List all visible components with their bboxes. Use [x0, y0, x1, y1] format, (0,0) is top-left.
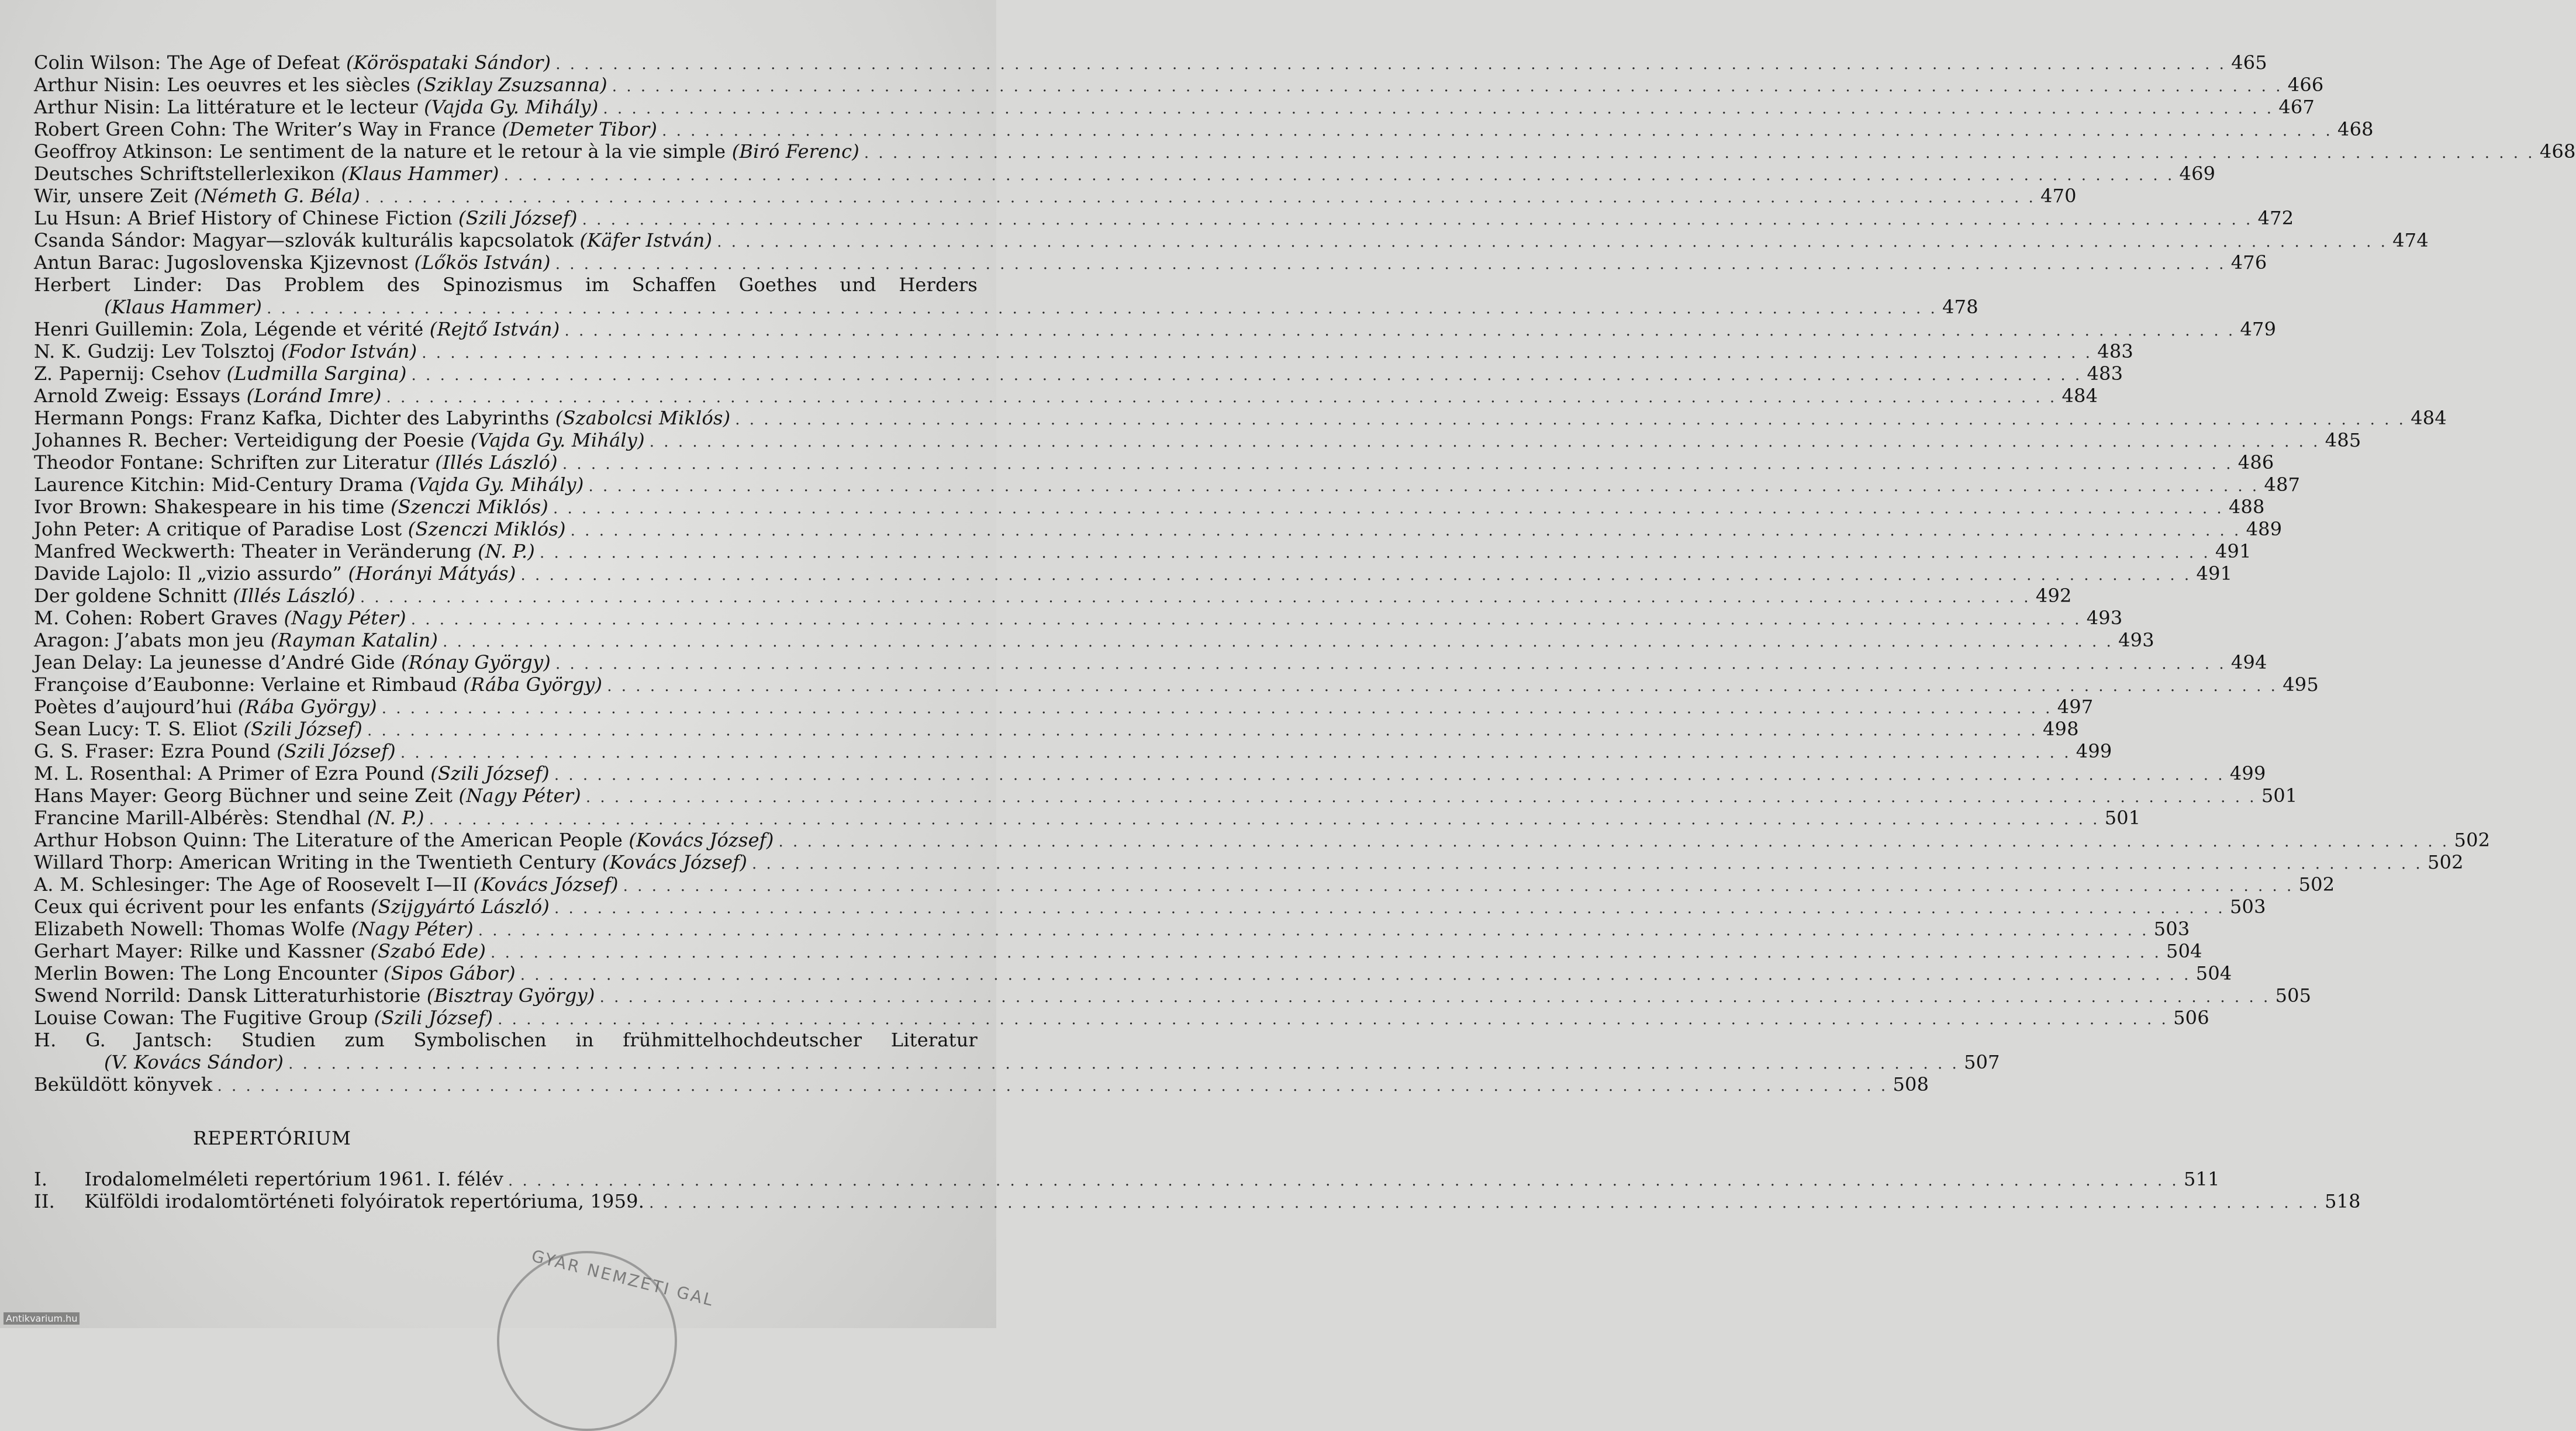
entry-text: [34, 1007, 493, 1029]
entry-title: Arnold Zweig: Essays: [34, 385, 247, 407]
leader-dots: [520, 964, 2191, 986]
entry-reviewer: (Nagy Péter): [284, 607, 406, 629]
entry-title: Jean Delay: La jeunesse d’André Gide: [34, 651, 402, 673]
leader-dots: [607, 675, 2278, 697]
entry-text: [34, 585, 355, 607]
entry-text: [34, 74, 607, 96]
leader-dots: [554, 897, 2225, 920]
entry-title: Lu Hsun: A Brief History of Chinese Fiction: [34, 207, 459, 229]
entry-title: Ivor Brown: Shakespeare in his time: [34, 496, 391, 518]
toc-entry: [34, 896, 2266, 918]
entry-title: Herbert Linder: Das Problem des Spinozismus im Schaffen Goethes und Herders: [34, 274, 978, 296]
entry-text: [34, 518, 566, 540]
leader-dots: [623, 875, 2294, 897]
leader-dots: [600, 986, 2271, 1008]
leader-dots: [443, 631, 2114, 653]
toc-entry: [34, 696, 2094, 718]
repertorium-item: [34, 1190, 2361, 1212]
leader-dots: [521, 564, 2192, 586]
entry-reviewer: (Szili József): [458, 207, 578, 229]
toc-entry: [34, 940, 2202, 962]
leader-dots: [779, 831, 2450, 853]
entry-title: Gerhart Mayer: Rilke und Kassner: [34, 940, 371, 962]
leader-dots: [571, 520, 2242, 542]
leader-dots: [491, 942, 2161, 964]
entry-reviewer: (Sziklay Zsuzsanna): [416, 74, 607, 96]
entry-title: Der goldene Schnitt: [34, 585, 233, 607]
entry-page-number: 468: [2539, 140, 2576, 163]
toc-entry: [34, 851, 2464, 873]
toc-entry: [34, 673, 2319, 696]
entry-page-number: 504: [2166, 940, 2202, 962]
entry-page-number: 484: [2411, 407, 2447, 429]
leader-dots: [555, 53, 2226, 75]
toc-entry: [34, 185, 2077, 207]
entry-page-number: 487: [2264, 473, 2301, 496]
entry-text: [34, 451, 558, 473]
entry-text: [34, 740, 396, 762]
entry-text: [34, 718, 362, 740]
entry-page-number: 472: [2257, 207, 2294, 229]
repertorium-list: [34, 1168, 2361, 1212]
entry-text: [34, 229, 712, 251]
toc-entry: [34, 629, 2154, 651]
leader-dots: [555, 653, 2226, 675]
leader-dots: [365, 186, 2036, 209]
entry-title: Theodor Fontane: Schriften zur Literatur: [34, 451, 436, 473]
leader-dots: [582, 209, 2253, 231]
leader-dots: [662, 120, 2333, 142]
entry-page-number: 466: [2287, 74, 2324, 96]
entry-page-number: 499: [2229, 762, 2266, 784]
toc-entry: [34, 51, 2267, 74]
entry-title: Arthur Nisin: Les oeuvres et les siècles: [34, 74, 417, 96]
entry-reviewer: (Kovács József): [602, 851, 748, 873]
entry-page-number: 491: [2215, 540, 2252, 562]
entry-title: Willard Thorp: American Writing in the Twentieth Century: [34, 851, 602, 873]
toc-entry: [34, 496, 2265, 518]
entry-page-number: 491: [2196, 562, 2233, 585]
toc-entry: [34, 607, 2123, 629]
toc-entry: [34, 740, 2112, 762]
entry-text: [34, 851, 747, 873]
entry-text: [34, 651, 551, 673]
leader-dots: [752, 853, 2423, 875]
entry-page-number: 468: [2337, 118, 2374, 140]
leader-dots: [603, 98, 2274, 120]
entry-page-number: 469: [2179, 163, 2216, 185]
entry-reviewer: (Vajda Gy. Mihály): [409, 473, 584, 496]
entry-page-number: 504: [2195, 962, 2232, 984]
toc-entry: [34, 251, 2267, 274]
entry-text: [34, 807, 424, 829]
entry-text: [34, 407, 730, 429]
entry-text: [34, 540, 535, 562]
leader-dots: [540, 542, 2211, 564]
toc-entry: [34, 651, 2267, 673]
entry-reviewer: (Bisztray György): [426, 984, 595, 1007]
entry-reviewer: (Klaus Hammer): [341, 163, 499, 185]
toc-entry: [34, 362, 2123, 385]
toc-entry: [34, 562, 2233, 585]
toc-entry: [34, 807, 2141, 829]
entry-reviewer: (Sipos Gábor): [384, 962, 516, 984]
entry-reviewer: (Köröspataki Sándor): [346, 51, 551, 74]
entry-text: [34, 207, 578, 229]
leader-dots: [382, 697, 2053, 720]
leader-dots: [504, 164, 2175, 186]
entry-title: Ceux qui écrivent pour les enfants: [34, 896, 371, 918]
entry-text: [34, 829, 774, 851]
entries-block-1: [34, 51, 2576, 274]
toc-entry: [34, 829, 2491, 851]
item-page-number: 518: [2325, 1190, 2361, 1212]
leader-dots: [360, 586, 2031, 609]
entry-page-number: 502: [2427, 851, 2464, 873]
entry-reviewer: (Szabolcsi Miklós): [555, 407, 731, 429]
entry-reviewer: (Rayman Katalin): [270, 629, 438, 651]
entry-page-number: 501: [2261, 784, 2298, 807]
entry-title: M. Cohen: Robert Graves: [34, 607, 284, 629]
toc-entry: [34, 229, 2429, 251]
entry-text: [34, 340, 417, 362]
entry-title: Davide Lajolo: Il „vizio assurdo”: [34, 562, 348, 585]
entry-text: [34, 51, 551, 74]
entry-reviewer: (Käfer István): [579, 229, 713, 251]
entry-page-number: 467: [2278, 96, 2315, 118]
leader-dots: [478, 920, 2149, 942]
toc-entry: [34, 1007, 2209, 1029]
entry-reviewer: (Kovács József): [629, 829, 774, 851]
toc-entry: [34, 207, 2294, 229]
entry-reviewer: (Horányi Mátyás): [348, 562, 516, 585]
entry-page-number: 470: [2040, 185, 2077, 207]
entry-title: Z. Papernij: Csehov: [34, 362, 227, 385]
toc-entry-jantsch-line1: [34, 1029, 978, 1051]
toc-entry: [34, 585, 2072, 607]
toc-entry-jantsch-line2: [34, 1051, 2000, 1073]
leader-dots: [400, 742, 2071, 764]
entry-title: Johannes R. Becher: Verteidigung der Poesie: [34, 429, 471, 451]
entry-reviewer: (Szili József): [243, 718, 362, 740]
section-title-repertorium: REPERTÓRIUM: [193, 1127, 351, 1149]
item-number: II.: [34, 1190, 56, 1212]
toc-entry-bekuldott: [34, 1073, 1929, 1095]
entry-reviewer: (Vajda Gy. Mihály): [424, 96, 599, 118]
entry-text: [34, 873, 619, 896]
entry-page-number: 485: [2325, 429, 2361, 451]
toc-entry: [34, 74, 2324, 96]
entry-text: [34, 429, 645, 451]
entry-page-number: 502: [2454, 829, 2491, 851]
toc-entry: [34, 451, 2274, 473]
leader-dots: [498, 1008, 2168, 1031]
entry-title: Aragon: J’abats mon jeu: [34, 629, 271, 651]
entry-text: [34, 96, 598, 118]
entry-text: [34, 896, 550, 918]
entry-title: Sean Lucy: T. S. Eliot: [34, 718, 244, 740]
leader-dots: [586, 786, 2257, 808]
entry-page-number: 483: [2087, 362, 2123, 385]
entry-title: Arthur Hobson Quinn: The Literature of the American People: [34, 829, 629, 851]
item-number: I.: [34, 1168, 48, 1190]
entry-text: [34, 962, 516, 984]
entry-reviewer: (Rónay György): [401, 651, 551, 673]
entry-title: A. M. Schlesinger: The Age of Roosevelt I—II: [34, 873, 474, 896]
entry-title: Arthur Nisin: La littérature et le lecteur: [34, 96, 424, 118]
entry-text: [34, 473, 584, 496]
entry-text: [34, 940, 486, 962]
toc-entry: [34, 540, 2252, 562]
entry-page-number: 498: [2042, 718, 2079, 740]
entry-title: Antun Barac: Jugoslovenska Kjizevnost: [34, 251, 415, 274]
leader-dots: [267, 298, 1938, 320]
entry-reviewer: (V. Kovács Sándor): [104, 1051, 284, 1073]
entry-title: John Peter: A critique of Paradise Lost: [34, 518, 408, 540]
toc-entry: [34, 984, 2312, 1007]
leader-dots: [411, 609, 2082, 631]
entry-reviewer: (Rába György): [463, 673, 603, 696]
leader-dots: [386, 386, 2057, 409]
entry-reviewer: (Loránd Imre): [246, 385, 382, 407]
entry-title: H. G. Jantsch: Studien zum Symbolischen in frühmittelhochdeutscher Literatur: [34, 1029, 978, 1051]
entry-text: [34, 696, 377, 718]
entry-title: M. L. Rosenthal: A Primer of Ezra Pound: [34, 762, 431, 784]
entry-reviewer: (Ludmilla Sargina): [226, 362, 407, 385]
entry-text: [34, 918, 474, 940]
leader-dots: [864, 142, 2535, 164]
toc-entry: [34, 318, 2277, 340]
entry-text: [34, 673, 602, 696]
entry-reviewer: (Fodor István): [281, 340, 417, 362]
entry-reviewer: (Németh G. Béla): [194, 185, 361, 207]
leader-dots: [649, 1192, 2320, 1214]
entry-reviewer: (Szabó Ede): [370, 940, 486, 962]
leader-dots: [562, 453, 2233, 475]
entry-page-number: 503: [2153, 918, 2190, 940]
entry-page-number: 483: [2097, 340, 2133, 362]
entry-text: [34, 362, 407, 385]
entry-title: Wir, unsere Zeit: [34, 185, 194, 207]
entry-title: Robert Green Cohn: The Writer’s Way in France: [34, 118, 502, 140]
toc-entry: [34, 140, 2576, 163]
toc-entry: [34, 385, 2098, 407]
entry-reviewer: (Rejtő István): [429, 318, 560, 340]
entry-reviewer: (N. P.): [478, 540, 535, 562]
entry-reviewer: (Nagy Péter): [458, 784, 581, 807]
entry-reviewer: (Klaus Hammer): [104, 296, 263, 318]
leader-dots: [553, 497, 2224, 520]
entry-title: Elizabeth Nowell: Thomas Wolfe: [34, 918, 351, 940]
entry-text: [34, 318, 560, 340]
entry-text: [34, 762, 550, 784]
entry-title: G. S. Fraser: Ezra Pound: [34, 740, 277, 762]
entry-reviewer: (Lőkös István): [414, 251, 551, 274]
toc-entry: [34, 518, 2283, 540]
leader-dots: [555, 253, 2226, 275]
entries-block-2: [34, 318, 2491, 1029]
entry-page-number: 488: [2228, 496, 2265, 518]
entry-text: [34, 562, 516, 585]
entry-page-number: 505: [2275, 984, 2312, 1007]
leader-dots: [429, 808, 2100, 831]
item-title: Irodalomelméleti repertórium 1961. I. félév: [84, 1168, 504, 1190]
toc-entry: [34, 96, 2315, 118]
entry-page-number: 508: [1893, 1073, 1929, 1095]
toc-entry: [34, 407, 2447, 429]
entry-title: Csanda Sándor: Magyar—szlovák kulturális kapcsolatok: [34, 229, 580, 251]
entry-reviewer: (Kovács József): [473, 873, 619, 896]
entry-title: Colin Wilson: The Age of Defeat: [34, 51, 346, 74]
entry-page-number: 479: [2240, 318, 2277, 340]
entry-page-number: 502: [2298, 873, 2335, 896]
entry-title: Merlin Bowen: The Long Encounter: [34, 962, 384, 984]
entry-title: Manfred Weckwerth: Theater in Veränderung: [34, 540, 478, 562]
entry-reviewer: (Szili József): [430, 762, 550, 784]
entry-page-number: 497: [2057, 696, 2094, 718]
leader-dots: [717, 231, 2388, 253]
entry-page-number: 494: [2230, 651, 2267, 673]
entry-reviewer: (Demeter Tibor): [502, 118, 658, 140]
item-title: Külföldi irodalomtörténeti folyóiratok repertóriuma, 1959.: [84, 1190, 645, 1212]
toc-entry: [34, 473, 2301, 496]
entry-page-number: 489: [2246, 518, 2283, 540]
entry-page-number: 507: [1964, 1051, 2000, 1073]
toc-entry: [34, 873, 2335, 896]
toc-entry: [34, 918, 2190, 940]
leader-dots: [650, 431, 2321, 453]
entry-page-number: 493: [2086, 607, 2123, 629]
entry-title: Laurence Kitchin: Mid-Century Drama: [34, 473, 410, 496]
entry-title: Deutsches Schriftstellerlexikon: [34, 163, 341, 185]
entry-text: [34, 140, 859, 163]
watermark-text: Antikvarium.hu: [4, 1312, 80, 1325]
leader-dots: [589, 475, 2260, 497]
toc-entry: [34, 762, 2266, 784]
toc-entry-linder-line1: [34, 274, 978, 296]
library-stamp-text: GYAR NEMZETI GAL: [529, 1246, 717, 1311]
leader-dots: [367, 720, 2038, 742]
toc-entry: [34, 962, 2232, 984]
leader-dots: [288, 1053, 1959, 1075]
entry-page-number: 484: [2062, 385, 2098, 407]
entry-text: [34, 185, 360, 207]
entry-text: [34, 607, 406, 629]
entry-title: Beküldött könyvek: [34, 1073, 213, 1095]
leader-dots: [508, 1170, 2179, 1192]
leader-dots: [554, 764, 2225, 786]
entry-reviewer: (Szili József): [277, 740, 396, 762]
toc-entry-linder-line2: [34, 296, 1978, 318]
entry-reviewer: (N. P.): [367, 807, 424, 829]
entry-page-number: 506: [2173, 1007, 2209, 1029]
entry-text: [34, 118, 657, 140]
entry-text: [34, 984, 595, 1007]
toc-entry: [34, 784, 2298, 807]
entry-text: [34, 385, 382, 407]
entry-title: Françoise d’Eaubonne: Verlaine et Rimbaud: [34, 673, 464, 696]
entry-title: Swend Norrild: Dansk Litteraturhistorie: [34, 984, 427, 1007]
leader-dots: [412, 364, 2083, 386]
entry-reviewer: (Szijgyártó László): [370, 896, 550, 918]
entry-text: [34, 629, 438, 651]
entry-reviewer: (Rába György): [237, 696, 377, 718]
leader-dots: [612, 75, 2283, 98]
entry-reviewer: (Vajda Gy. Mihály): [470, 429, 645, 451]
entry-page-number: 478: [1942, 296, 1978, 318]
leader-dots: [217, 1075, 1888, 1097]
table-of-contents: [34, 51, 2576, 1095]
entry-page-number: 474: [2392, 229, 2429, 251]
toc-entry: [34, 118, 2374, 140]
entry-page-number: 501: [2104, 807, 2141, 829]
entry-title: Louise Cowan: The Fugitive Group: [34, 1007, 374, 1029]
entry-reviewer: (Szili József): [374, 1007, 493, 1029]
leader-dots: [422, 342, 2092, 364]
entry-title: Hermann Pongs: Franz Kafka, Dichter des Labyrinths: [34, 407, 555, 429]
entry-text: [34, 784, 581, 807]
entry-page-number: 486: [2237, 451, 2274, 473]
entry-text: [34, 163, 499, 185]
toc-entry: [34, 163, 2216, 185]
entry-page-number: 492: [2035, 585, 2072, 607]
entry-title: Poètes d’aujourd’hui: [34, 696, 238, 718]
entry-title: Hans Mayer: Georg Büchner und seine Zeit: [34, 784, 459, 807]
item-page-number: 511: [2184, 1168, 2220, 1190]
entry-text: [34, 496, 548, 518]
entry-page-number: 503: [2229, 896, 2266, 918]
entry-title: Geoffroy Atkinson: Le sentiment de la nature et le retour à la vie simple: [34, 140, 732, 163]
entry-text: [34, 251, 551, 274]
leader-dots: [735, 409, 2406, 431]
entry-page-number: 495: [2283, 673, 2319, 696]
toc-entry: [34, 718, 2079, 740]
entry-reviewer: (Illés László): [233, 585, 355, 607]
repertorium-item: [34, 1168, 2220, 1190]
entry-title: Henri Guillemin: Zola, Légende et vérité: [34, 318, 430, 340]
entry-reviewer: (Nagy Péter): [351, 918, 474, 940]
entry-reviewer: (Szenczi Miklós): [390, 496, 548, 518]
toc-entry: [34, 429, 2361, 451]
entry-page-number: 476: [2230, 251, 2267, 274]
entry-page-number: 493: [2118, 629, 2154, 651]
entry-page-number: 499: [2076, 740, 2112, 762]
entry-reviewer: (Biró Ferenc): [731, 140, 859, 163]
entry-page-number: 465: [2231, 51, 2267, 74]
entry-reviewer: (Illés László): [435, 451, 558, 473]
toc-entry: [34, 340, 2133, 362]
entry-title: Francine Marill-Albérès: Stendhal: [34, 807, 367, 829]
entry-reviewer: (Szenczi Miklós): [408, 518, 566, 540]
leader-dots: [564, 320, 2235, 342]
entry-title: N. K. Gudzij: Lev Tolsztoj: [34, 340, 281, 362]
